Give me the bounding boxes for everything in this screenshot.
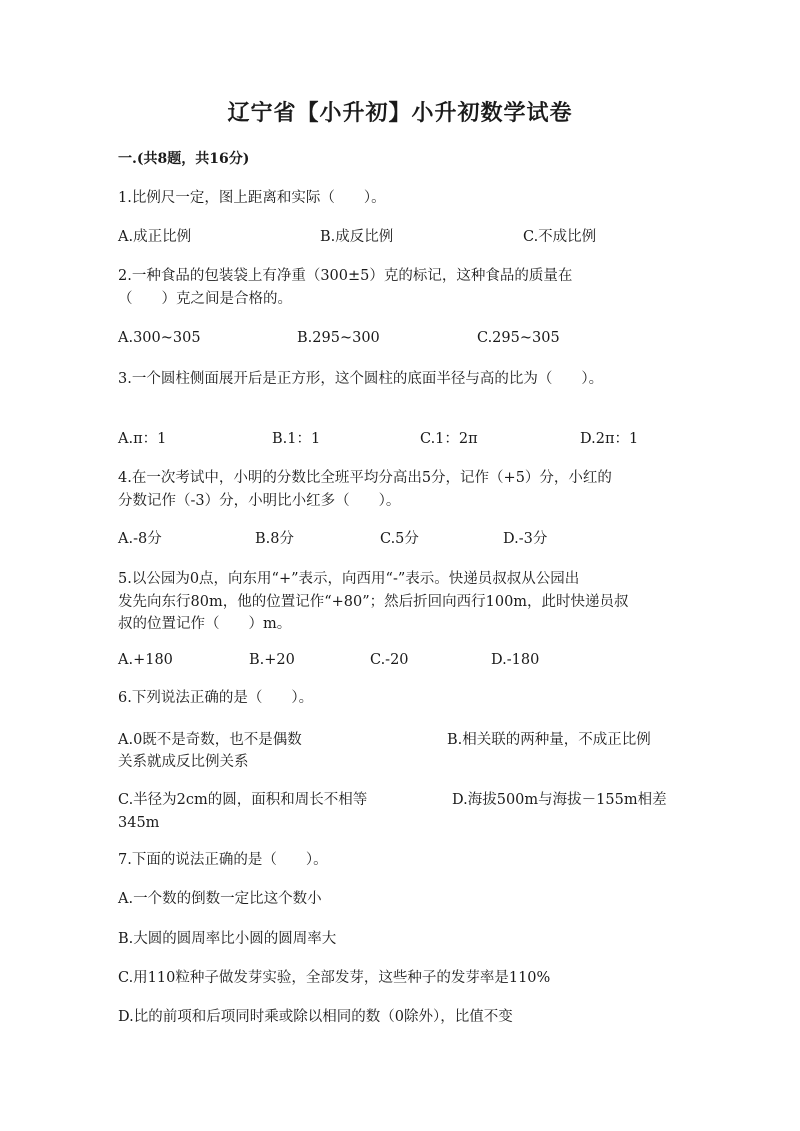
question-3-option-b[interactable]: B.1：1 (272, 431, 321, 447)
question-2-text-line-2: （ ）克之间是合格的。 (118, 291, 292, 307)
question-5-text-line-1: 5.以公园为0点，向东用“+”表示，向西用“-”表示。快递员叔叔从公园出 (118, 571, 580, 587)
question-5-text-line-3: 叔的位置记作（ ）m。 (118, 616, 292, 632)
question-6-option-b-line-2[interactable]: 关系就成反比例关系 (118, 754, 249, 770)
question-4-option-b[interactable]: B.8分 (255, 531, 294, 547)
question-1-text: 1.比例尺一定，图上距离和实际（ ）。 (118, 190, 386, 206)
question-2-option-a[interactable]: A.300~305 (118, 330, 201, 346)
question-6-option-b-line-1[interactable]: B.相关联的两种量，不成正比例 (447, 732, 651, 748)
question-2-option-c[interactable]: C.295~305 (477, 330, 560, 346)
question-1-option-a[interactable]: A.成正比例 (118, 229, 192, 245)
question-5-option-d[interactable]: D.-180 (491, 652, 540, 668)
question-4-option-a[interactable]: A.-8分 (118, 531, 162, 547)
question-7-option-d[interactable]: D.比的前项和后项同时乘或除以相同的数（0除外），比值不变 (118, 1009, 513, 1025)
question-2-option-b[interactable]: B.295~300 (297, 330, 380, 346)
question-3-text: 3.一个圆柱侧面展开后是正方形，这个圆柱的底面半径与高的比为（ ）。 (118, 371, 604, 387)
page-title: 辽宁省【小升初】小升初数学试卷 (227, 100, 573, 126)
question-5-option-c[interactable]: C.-20 (370, 652, 409, 668)
question-4-option-c[interactable]: C.5分 (380, 531, 419, 547)
question-3-option-d[interactable]: D.2π：1 (580, 431, 639, 447)
question-5-option-b[interactable]: B.+20 (249, 652, 295, 668)
section-heading: 一.(共8题，共16分) (118, 151, 250, 167)
question-6-option-d-line-1[interactable]: D.海拔500m与海拔－155m相差 (452, 792, 667, 808)
question-6-option-a[interactable]: A.0既不是奇数，也不是偶数 (118, 732, 302, 748)
question-5-text-line-2: 发先向东行80m，他的位置记作“+80”；然后折回向西行100m，此时快递员叔 (118, 594, 629, 610)
question-5-option-a[interactable]: A.+180 (118, 652, 173, 668)
question-6-option-c[interactable]: C.半径为2cm的圆，面积和周长不相等 (118, 792, 368, 808)
question-7-text: 7.下面的说法正确的是（ ）。 (118, 852, 328, 868)
question-4-option-d[interactable]: D.-3分 (503, 531, 548, 547)
question-6-option-d-line-2[interactable]: 345m (118, 815, 160, 831)
question-2-text-line-1: 2.一种食品的包装袋上有净重（300±5）克的标记，这种食品的质量在 (118, 268, 573, 284)
question-7-option-b[interactable]: B.大圆的圆周率比小圆的圆周率大 (118, 931, 337, 947)
question-6-text: 6.下列说法正确的是（ ）。 (118, 690, 314, 706)
question-4-text-line-1: 4.在一次考试中，小明的分数比全班平均分高出5分，记作（+5）分，小红的 (118, 470, 612, 486)
question-1-option-c[interactable]: C.不成比例 (523, 229, 597, 245)
question-3-option-c[interactable]: C.1：2π (420, 431, 478, 447)
question-4-text-line-2: 分数记作（-3）分，小明比小红多（ ）。 (118, 493, 401, 509)
question-7-option-c[interactable]: C.用110粒种子做发芽实验，全部发芽，这些种子的发芽率是110% (118, 970, 551, 986)
question-7-option-a[interactable]: A.一个数的倒数一定比这个数小 (118, 891, 322, 907)
question-3-option-a[interactable]: A.π：1 (118, 431, 167, 447)
question-1-option-b[interactable]: B.成反比例 (320, 229, 394, 245)
